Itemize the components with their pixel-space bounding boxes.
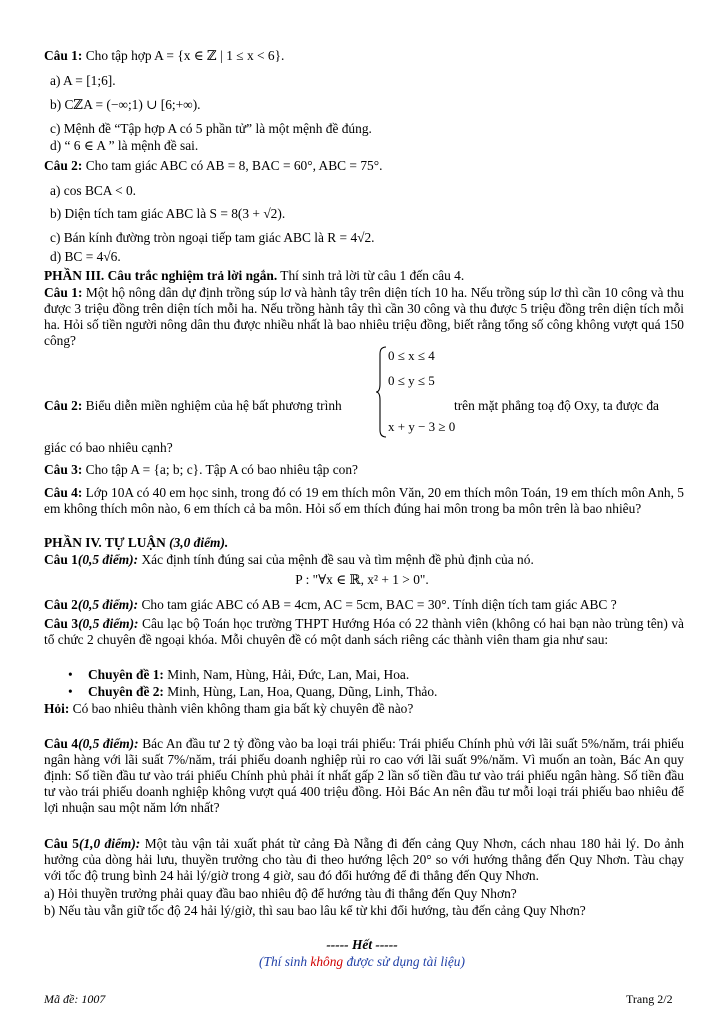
q2-option-b: b) Diện tích tam giác ABC là S = 8(3 + √2). [50,206,286,221]
essay-2 [44,597,617,613]
p3q3-text: Cho tập A = {a; b; c}. Tập A có bao nhiêu tập con? [82,462,358,477]
q2-line [44,158,382,174]
part3-heading [44,268,464,284]
page-number: Trang 2/2 [626,992,673,1006]
e5-part-b: b) Nếu tàu vẫn giữ tốc độ 24 hải lý/giờ, thì sau bao lâu kể từ khi đổi hướng, tàu đến cảng Quy Nhơn? [44,903,586,918]
q1-head: Câu 1: [44,48,83,63]
end-note-1: (Thí sinh [259,954,311,969]
q2-option-d: d) BC = 4√6. [50,249,121,264]
end-note-3: được sử dụng tài liệu) [343,954,465,969]
q1-line [44,48,284,64]
e3-topic-1 [68,667,410,683]
p3q1-head: Câu 1: [44,285,83,300]
part3-question-4 [44,485,684,517]
e3-text: Câu lạc bộ Toán học trường THPT Hướng Hóa có 22 thành viên (không có hai bạn nào trùng tên) và tổ chức 2 chuyên đề ngoại khóa. Mỗi chuyên đề có một danh sách riêng các thành viên tham gia như sau: [44,616,684,647]
q2-option-c: c) Bán kính đường tròn ngoại tiếp tam giác ABC là R = 4√2. [50,230,375,245]
p3q4-head: Câu 4: [44,485,83,500]
p3q2-head: Câu 2: [44,398,83,413]
q1-option-c: c) Mệnh đề “Tập hợp A có 5 phần tử” là một mệnh đề đúng. [50,121,372,136]
q1-option-d: d) “ 6 ∈ A ” là mệnh đề sai. [50,138,199,153]
e3-ask [44,701,413,717]
essay-4 [44,736,684,816]
system-ineq-2: 0 ≤ y ≤ 5 [388,373,435,388]
e5-part-a: a) Hỏi thuyền trưởng phải quay đầu bao nhiêu độ để hướng tàu đi thẳng đến Quy Nhơn? [44,886,517,901]
p3q1-text: Một hộ nông dân dự định trồng súp lơ và hành tây trên diện tích 10 ha. Nếu trồng súp lơ thì cần 10 công và thu được 3 triệu đồng trên diện tích mỗi ha. Nếu trồng hành tây thì cần 30 công và thu được 5 triệu đồng trên diện tích mỗi ha. Hỏi số tiền người nông dân thu được nhiều nhất là bao nhiêu triệu đồng, biết rằng tổng số công không vượt quá 150 công? [44,285,684,348]
e3-topic-2-text: Minh, Hùng, Lan, Hoa, Quang, Dũng, Linh, Thảo. [163,684,438,699]
e4-score: (0,5 điểm): [78,736,139,751]
essay-1 [44,552,534,568]
e3-topic-1-text: Minh, Nam, Hùng, Hải, Đức, Lan, Mai, Hoa. [163,667,410,682]
p3q2-tail: trên mặt phẳng toạ độ Oxy, ta được đa [454,398,659,413]
e3-topic-1-head: Chuyên đề 1: [88,667,164,682]
q2-option-a: a) cos BCA < 0. [50,183,137,198]
q2-text: Cho tam giác ABC có AB = 8, BAC = 60°, ABC = 75°. [85,158,383,173]
e1-head: Câu 1 [44,552,78,567]
e2-text: Cho tam giác ABC có AB = 4cm, AC = 5cm, BAC = 30°. Tính diện tích tam giác ABC ? [138,597,617,612]
end-note-2: không [310,954,344,969]
e2-score: (0,5 điểm): [77,597,139,612]
e3-head: Câu 3 [44,616,79,631]
e4-text: Bác An đầu tư 2 tỷ đồng vào ba loại trái phiếu: Trái phiếu Chính phủ với lãi suất 5%/năm, trái phiếu ngân hàng với lãi suất 7%/năm, trái phiếu doanh nghiệp rủi ro cao với lãi suất 9%/năm. Vì muốn an toàn, Bác An quy định: Số tiền đầu tư vào trái phiếu Chính phủ phải ít nhất gấp 2 lần số tiền đầu tư vào trái phiếu ngân hàng. Số tiền đầu tư vào trái phiếu doanh nghiệp không vượt quá 400 triệu đồng. Hỏi Bác An nên đầu tư mỗi loại trái phiếu bao nhiêu để lợi nhuận sau một năm lớn nhất? [44,736,684,815]
system-ineq-1: 0 ≤ x ≤ 4 [388,348,435,363]
q1-option-b: b) CℤA = (−∞;1) ∪ [6;+∞). [50,97,201,112]
end-mark: ----- Hết ----- [326,937,398,952]
e1-formula: P : "∀x ∈ ℝ, x² + 1 > 0". [295,572,429,587]
p3q4-text: Lớp 10A có 40 em học sinh, trong đó có 19 em thích môn Văn, 20 em thích môn Toán, 19 em thích môn Anh, 5 em không thích môn nào, 6 em thích cả ba môn. Hỏi số em thích đúng hai môn trong ba môn trên là bao nhiêu? [44,485,684,516]
e5-score: (1,0 điểm): [78,836,141,851]
e5-text: Một tàu vận tải xuất phát từ cảng Đà Nẵng đi đến cảng Quy Nhơn, cách nhau 180 hải lý. Do ảnh hưởng của dòng hải lưu, thuyền trưởng cho tàu đi theo hướng lệch 20° so với hướng thẳng đến Quy Nhơn. Tàu chạy với tốc độ trung bình 24 hải lý/giờ trong 4 giờ, sau đó đổi hướng để đi thẳng đến Quy Nhơn. [44,836,684,883]
e3-ask-text: Có bao nhiêu thành viên không tham gia bất kỳ chuyên đề nào? [69,701,414,716]
part3-question-2 [44,398,342,414]
q2-head: Câu 2: [44,158,83,173]
part3-title: PHẦN III. Câu trắc nghiệm trả lời ngắn. [44,268,278,283]
q1-text: Cho tập hợp A = {x ∈ ℤ | 1 ≤ x < 6}. [85,48,285,63]
e3-ask-head: Hỏi: [44,701,70,716]
e1-text: Xác định tính đúng sai của mệnh đề sau và tìm mệnh đề phủ định của nó. [138,552,534,567]
e2-head: Câu 2 [44,597,78,612]
p3q3-head: Câu 3: [44,462,83,477]
e3-topic-2-head: Chuyên đề 2: [88,684,164,699]
part4-heading [44,535,228,551]
end-note [0,954,724,970]
part4-score: (3,0 điểm). [165,535,229,550]
system-ineq-3: x + y − 3 ≥ 0 [388,419,456,434]
q1-option-a: a) A = [1;6]. [50,73,116,88]
p3q2-text: Biểu diễn miền nghiệm của hệ bất phương trình [82,398,342,413]
part3-question-1 [44,285,684,349]
exam-code: Mã đề: 1007 [44,992,106,1006]
e3-score: (0,5 điểm): [78,616,139,631]
e3-topic-2 [68,684,438,700]
part3-question-3 [44,462,358,478]
part3-instruction: Thí sinh trả lời từ câu 1 đến câu 4. [277,268,465,283]
essay-5 [44,836,684,884]
e4-head: Câu 4 [44,736,79,751]
e5-head: Câu 5 [44,836,79,851]
p3q2-continuation: giác có bao nhiêu cạnh? [44,440,173,455]
bullet-icon: • [68,684,73,699]
part4-title: PHẦN IV. TỰ LUẬN [44,535,166,550]
e1-score: (0,5 điểm): [77,552,139,567]
essay-3 [44,616,684,648]
system-brace [376,346,388,438]
bullet-icon: • [68,667,73,682]
